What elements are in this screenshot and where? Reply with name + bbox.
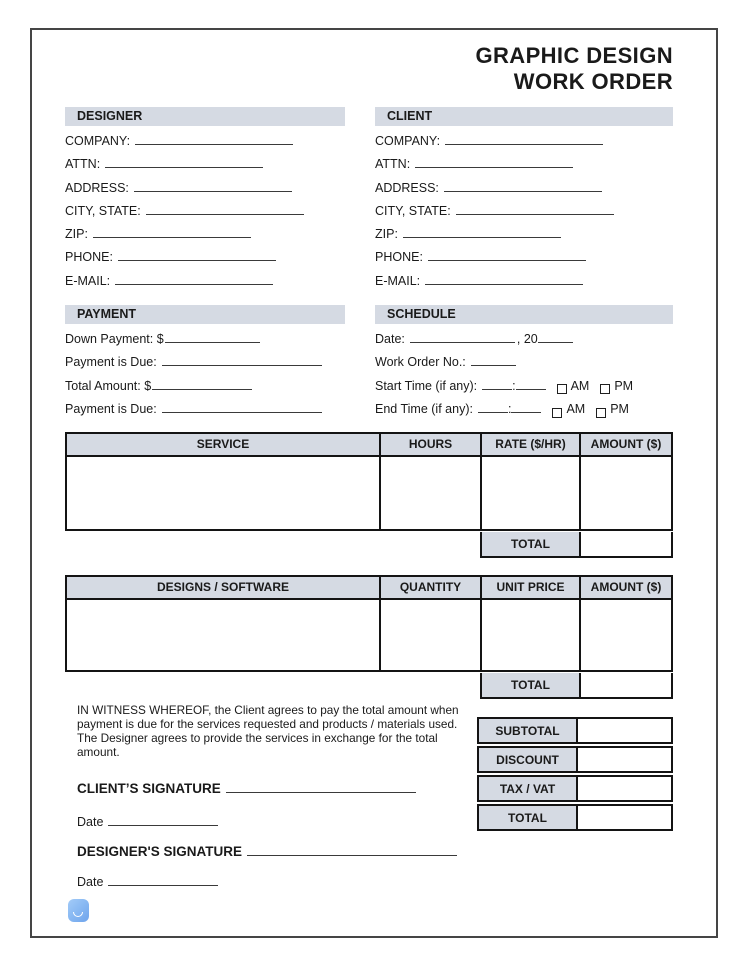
page-border-frame	[30, 28, 718, 938]
payment-section-header: PAYMENT	[65, 305, 345, 324]
fill-line[interactable]	[105, 155, 263, 168]
designer-company-field	[65, 132, 345, 155]
tax-vat-value-cell[interactable]	[578, 775, 673, 802]
total-value-cell[interactable]	[578, 804, 673, 831]
service-column-header: SERVICE	[65, 432, 379, 457]
fill-line[interactable]	[428, 248, 586, 261]
fill-line[interactable]	[93, 225, 251, 238]
quantity-entry-cell[interactable]	[379, 600, 480, 672]
field-label: Down Payment: $	[65, 332, 164, 347]
rate-column-header: RATE ($/HR)	[480, 432, 579, 457]
payment-schedule-row	[65, 305, 673, 423]
fill-line[interactable]	[538, 330, 573, 343]
work-order-no-field	[375, 353, 673, 376]
client-signature-line	[65, 780, 477, 796]
table-spacer	[65, 531, 379, 557]
service-total-value-cell[interactable]	[579, 532, 673, 558]
client-date-line	[65, 813, 477, 829]
designs-total-value-cell[interactable]	[579, 673, 673, 699]
fill-line[interactable]	[162, 353, 322, 366]
fill-line[interactable]	[425, 272, 583, 285]
total-label: TOTAL	[477, 804, 578, 831]
fill-line[interactable]	[445, 132, 603, 145]
client-section-header: CLIENT	[375, 107, 673, 126]
designer-signature-line	[65, 843, 673, 859]
service-total-label: TOTAL	[480, 532, 579, 558]
table-spacer	[65, 672, 379, 698]
subtotal-value-cell[interactable]	[578, 717, 673, 744]
designs-total-label: TOTAL	[480, 673, 579, 699]
designer-section	[65, 107, 345, 295]
fill-line[interactable]	[135, 132, 293, 145]
fill-line[interactable]	[162, 400, 322, 413]
fill-line[interactable]	[152, 377, 252, 390]
client-attn-field	[375, 155, 673, 178]
designer-phone-field	[65, 248, 345, 271]
start-time-field	[375, 377, 673, 400]
total-row	[477, 804, 673, 831]
fill-line[interactable]	[403, 225, 561, 238]
document-title-line2: WORK ORDER	[513, 69, 673, 94]
fill-line[interactable]	[118, 248, 276, 261]
field-label: Payment is Due:	[65, 355, 157, 370]
designer-section-header: DESIGNER	[65, 107, 345, 126]
table-spacer	[379, 672, 480, 698]
designer-email-field	[65, 272, 345, 295]
field-label: COMPANY:	[65, 134, 131, 148]
fill-line[interactable]	[516, 377, 546, 390]
witness-paragraph: IN WITNESS WHEREOF, the Client agrees to pay the total amount when payment is due for the services requested and products / materials used. The Designer agrees to provide the services in exchange for the total amount.	[77, 703, 459, 760]
date-fill-line[interactable]	[108, 813, 218, 826]
signature-fill-line[interactable]	[226, 780, 416, 793]
end-pm-checkbox[interactable]	[596, 408, 606, 418]
payment-due-field-2	[65, 400, 345, 423]
field-label: CITY, STATE:	[375, 203, 451, 218]
rate-entry-cell[interactable]	[480, 457, 579, 531]
logo-smile-shape	[73, 912, 83, 917]
fill-line[interactable]	[511, 400, 541, 413]
am-label: AM	[570, 378, 590, 393]
field-label: ADDRESS:	[65, 180, 129, 195]
table-spacer	[379, 531, 480, 557]
designer-address-field	[65, 179, 345, 202]
field-label: ADDRESS:	[375, 180, 439, 195]
time-colon: :	[507, 401, 512, 416]
client-zip-field	[375, 225, 673, 248]
designer-signature-label: DESIGNER'S SIGNATURE	[77, 844, 242, 860]
client-section	[375, 107, 673, 295]
fill-line[interactable]	[146, 202, 304, 215]
designs-entry-cell[interactable]	[65, 600, 379, 672]
schedule-date-field	[375, 330, 673, 353]
am-label: AM	[566, 401, 586, 416]
fill-line[interactable]	[456, 202, 614, 215]
designer-attn-field	[65, 155, 345, 178]
amount-column-header: AMOUNT ($)	[579, 575, 673, 600]
field-label: PHONE:	[375, 250, 423, 265]
totals-block	[477, 703, 673, 833]
client-phone-field	[375, 248, 673, 271]
fill-line[interactable]	[165, 330, 260, 343]
start-am-checkbox[interactable]	[557, 384, 567, 394]
field-label: ATTN:	[65, 157, 101, 172]
unit-price-column-header: UNIT PRICE	[480, 575, 579, 600]
fill-line[interactable]	[478, 400, 508, 413]
designs-column-header: DESIGNS / SOFTWARE	[65, 575, 379, 600]
witness-summary-row	[65, 703, 673, 833]
fill-line[interactable]	[444, 179, 602, 192]
client-company-field	[375, 132, 673, 155]
client-address-field	[375, 179, 673, 202]
field-label: Date:	[375, 332, 405, 347]
payment-section	[65, 305, 345, 423]
pm-label: PM	[610, 401, 629, 416]
field-label: E-MAIL:	[65, 273, 111, 288]
fill-line[interactable]	[471, 353, 516, 366]
client-city-state-field	[375, 202, 673, 225]
fill-line[interactable]	[134, 179, 292, 192]
subtotal-row	[477, 717, 673, 744]
quantity-column-header: QUANTITY	[379, 575, 480, 600]
end-am-checkbox[interactable]	[552, 408, 562, 418]
eforms-logo-icon	[68, 899, 89, 922]
hours-entry-cell[interactable]	[379, 457, 480, 531]
field-label: Payment is Due:	[65, 401, 157, 416]
discount-label: DISCOUNT	[477, 746, 578, 773]
date-label: Date	[77, 875, 104, 890]
schedule-section	[375, 305, 673, 423]
amount-entry-cell[interactable]	[579, 600, 673, 672]
designer-city-state-field	[65, 202, 345, 225]
designer-date-line	[65, 873, 673, 889]
field-label: COMPANY:	[375, 134, 441, 148]
tax-vat-label: TAX / VAT	[477, 775, 578, 802]
service-entry-cell[interactable]	[65, 457, 379, 531]
hours-column-header: HOURS	[379, 432, 480, 457]
date-label: Date	[77, 815, 104, 830]
payment-due-field	[65, 353, 345, 376]
amount-entry-cell[interactable]	[579, 457, 673, 531]
fill-line[interactable]	[410, 330, 515, 343]
discount-row	[477, 746, 673, 773]
subtotal-label: SUBTOTAL	[477, 717, 578, 744]
designer-zip-field	[65, 225, 345, 248]
end-time-field	[375, 400, 673, 423]
field-label: ZIP:	[375, 227, 398, 242]
client-signature-label: CLIENT’S SIGNATURE	[77, 781, 221, 797]
time-colon: :	[512, 378, 516, 393]
document-title	[65, 43, 673, 95]
down-payment-field	[65, 330, 345, 353]
service-table	[65, 432, 673, 558]
tax-vat-row	[477, 775, 673, 802]
field-label: ATTN:	[375, 157, 411, 172]
field-label: End Time (if any):	[375, 401, 473, 416]
designs-table	[65, 575, 673, 699]
document-title-line1: GRAPHIC DESIGN	[475, 43, 673, 68]
pm-label: PM	[614, 378, 634, 393]
witness-signature-block	[65, 703, 477, 833]
year-prefix: , 20	[516, 332, 538, 347]
field-label: E-MAIL:	[375, 273, 421, 288]
field-label: ZIP:	[65, 227, 88, 242]
discount-value-cell[interactable]	[578, 746, 673, 773]
fill-line[interactable]	[482, 377, 512, 390]
summary-table	[477, 717, 673, 831]
total-amount-field	[65, 377, 345, 400]
amount-column-header: AMOUNT ($)	[579, 432, 673, 457]
date-fill-line[interactable]	[108, 873, 218, 886]
parties-row	[65, 107, 673, 295]
field-label: CITY, STATE:	[65, 203, 141, 218]
field-label: Work Order No.:	[375, 355, 466, 370]
field-label: Total Amount: $	[65, 378, 152, 393]
start-pm-checkbox[interactable]	[600, 384, 610, 394]
client-email-field	[375, 272, 673, 295]
field-label: Start Time (if any):	[375, 378, 478, 393]
fill-line[interactable]	[115, 272, 273, 285]
unit-price-entry-cell[interactable]	[480, 600, 579, 672]
signature-fill-line[interactable]	[247, 843, 457, 856]
fill-line[interactable]	[415, 155, 573, 168]
schedule-section-header: SCHEDULE	[375, 305, 673, 324]
field-label: PHONE:	[65, 250, 113, 265]
